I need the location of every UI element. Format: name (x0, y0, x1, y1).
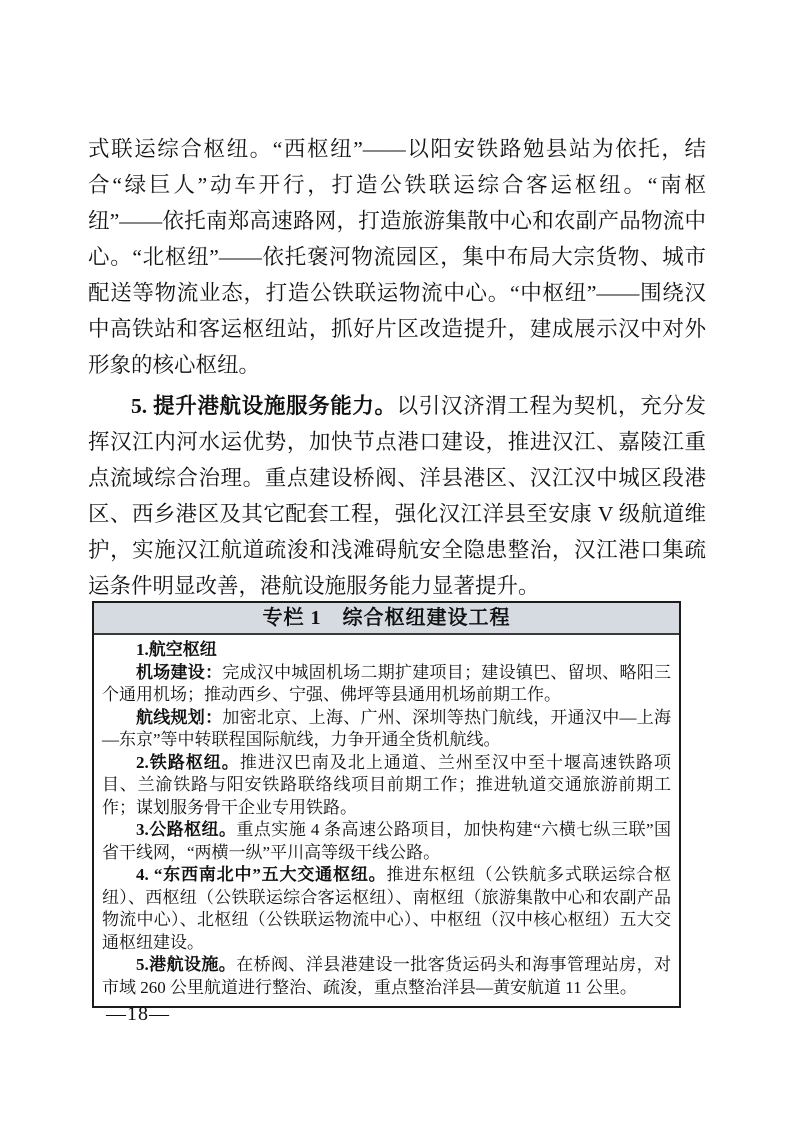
feature-box-item-lead: 1.航空枢纽 (136, 640, 217, 659)
feature-box-item-highway-hub (102, 819, 671, 864)
feature-box-item-port-facilities (102, 954, 671, 999)
feature-box-item-text: 加密北京、上海、广州、深圳等热门航线，开通汉中—上海—东京”等中转联程国际航线，力争开通全货机航线。 (102, 707, 672, 749)
feature-box-item-railway-hub (102, 752, 671, 820)
feature-box-item-text: 推进东枢纽（公铁航多式联运综合枢纽）、西枢纽（公铁联运综合客运枢纽）、南枢纽（旅游集散中心和农副产品物流中心）、北枢纽（公铁联运物流中心）、中枢纽（汉中核心枢纽）五大交通枢纽建设。 (102, 865, 671, 952)
feature-box-item-text: 在桥阀、洋县港建设一批客货运码头和海事管理站房，对市域 260 公里航道进行整治、疏浚，重点整治洋县—黄安航道 11 公里。 (102, 955, 672, 997)
feature-box-item-route-planning (102, 707, 671, 752)
paragraph-item-5 (88, 388, 706, 604)
feature-box-item-text: 完成汉中城固机场二期扩建项目；建设镇巴、留坝、略阳三个通用机场；推动西乡、宁强、佛坪等县通用机场前期工作。 (102, 662, 672, 704)
feature-box-item-air-hub (102, 639, 671, 662)
feature-box-item-airport-construction (102, 662, 671, 707)
feature-box-item-lead: 4. “东西南北中”五大交通枢纽。 (136, 865, 387, 884)
feature-box-item-text: 推进汉巴南及北上通道、兰州至汉中至十堰高速铁路项目、兰渝铁路与阳安铁路联络线项目前期工作；推进轨道交通旅游前期工作；谋划服务骨干企业专用铁路。 (102, 752, 672, 817)
feature-box-item-five-hubs (102, 864, 671, 954)
paragraph-item-5-lead: 5. 提升港航设施服务能力。 (131, 394, 397, 418)
paragraph-continuation: 式联运综合枢纽。“西枢纽”——以阳安铁路勉县站为依托，结合“绿巨人”动车开行，打造公铁联运综合客运枢纽。“南枢纽”——依托南郑高速路网，打造旅游集散中心和农副产品物流中心。“北枢纽”——依托褒河物流园区，集中布局大宗货物、城市配送等物流业态，打造公铁联运物流中心。“中枢纽”——围绕汉中高铁站和客运枢纽站，抓好片区改造提升，建成展示汉中对外形象的核心枢纽。 (88, 137, 706, 377)
feature-box-item-lead: 2.铁路枢纽。 (136, 752, 240, 772)
feature-box-item-lead: 3.公路枢纽。 (136, 820, 237, 839)
feature-box-column-1 (92, 601, 681, 1008)
feature-box-title: 专栏 1 综合枢纽建设工程 (94, 603, 679, 635)
page-number: —18— (106, 1003, 170, 1025)
feature-box-item-lead: 航线规划： (136, 707, 223, 727)
feature-box-item-lead: 5.港航设施。 (136, 955, 237, 974)
feature-box-item-text: 重点实施 4 条高速公路项目，加快构建“六横七纵三联”国省干线网，“两横一纵”平川高等级干线公路。 (102, 820, 671, 862)
feature-box-body (94, 635, 679, 1006)
paragraph-item-5-text: 以引汉济渭工程为契机，充分发挥汉江内河水运优势，加快节点港口建设，推进汉江、嘉陵江重点流域综合治理。重点建设桥阀、洋县港区、汉江汉中城区段港区、西乡港区及其它配套工程，强化汉江洋县至安康 V 级航道维护，实施汉江航道疏浚和浅滩碍航安全隐患整治，汉江港口集疏运条件明显改善，港航设施服务能力显著提升。 (88, 394, 706, 598)
feature-box-item-lead: 机场建设： (136, 662, 223, 682)
body-text-block (88, 131, 706, 604)
